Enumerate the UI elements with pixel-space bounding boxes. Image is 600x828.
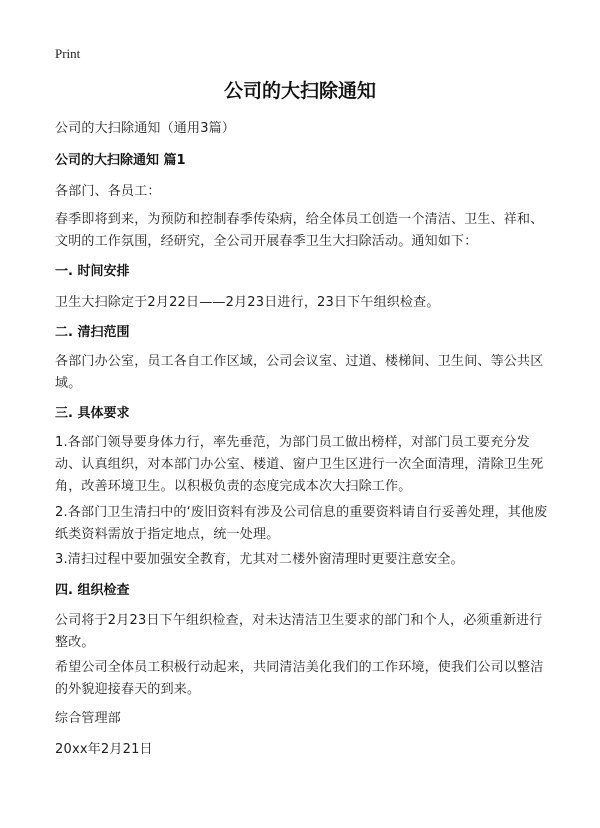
schedule-paragraph: 卫生大扫除定于2月22日——2月23日进行，23日下午组织检查。 (55, 295, 440, 310)
closing-paragraph: 希望公司全体员工积极行动起来，共同清洁美化我们的工作环境，使我们公司以整洁的外貌迎接春天的到来。 (55, 660, 544, 697)
heading-schedule: 一. 时间安排 (55, 264, 130, 279)
heading-scope: 二. 清扫范围 (55, 325, 130, 340)
scope-paragraph: 各部门办公室，员工各自工作区域，公司会议室、过道、楼梯间、卫生间、等公共区域。 (55, 354, 544, 391)
heading-requirements: 三. 具体要求 (55, 406, 130, 421)
greeting: 各部门、各员工： (55, 184, 161, 199)
document-subtitle: 公司的大扫除通知（通用3篇） (55, 121, 236, 136)
signature: 综合管理部 (55, 711, 122, 726)
document-title: 公司的大扫除通知 (223, 80, 376, 102)
inspection-paragraph: 公司将于2月23日下午组织检查，对未达清洁卫生要求的部门和个人，必须重新进行整改。 (55, 613, 543, 650)
document-date: 20xx年2月21日 (55, 742, 153, 757)
intro-paragraph: 春季即将到来，为预防和控制春季传染病，给全体员工创造一个清洁、卫生、祥和、文明的工作氛围，经研究，全公司开展春季卫生大扫除活动。通知如下： (55, 212, 544, 249)
requirement-2: 2.各部门卫生清扫中的‘废旧资料有涉及公司信息的重要资料请自行妥善处理，其他废纸类资料需放于指定地点，统一处理。 (55, 505, 548, 542)
print-link[interactable]: Print (55, 46, 81, 61)
requirement-3: 3.清扫过程中要加强安全教育，尤其对二楼外窗清理时更要注意安全。 (55, 552, 464, 567)
requirement-1: 1.各部门领导要身体力行，率先垂范，为部门员工做出榜样，对部门员工要充分发动、认真组织，对本部门办公室、楼道、窗户卫生区进行一次全面清理，清除卫生死角，改善环境卫生。以积极负责的态度完成本次大扫除工作。 (55, 435, 544, 494)
heading-inspection: 四. 组织检查 (55, 583, 130, 598)
section-heading: 公司的大扫除通知 篇1 (55, 153, 186, 168)
